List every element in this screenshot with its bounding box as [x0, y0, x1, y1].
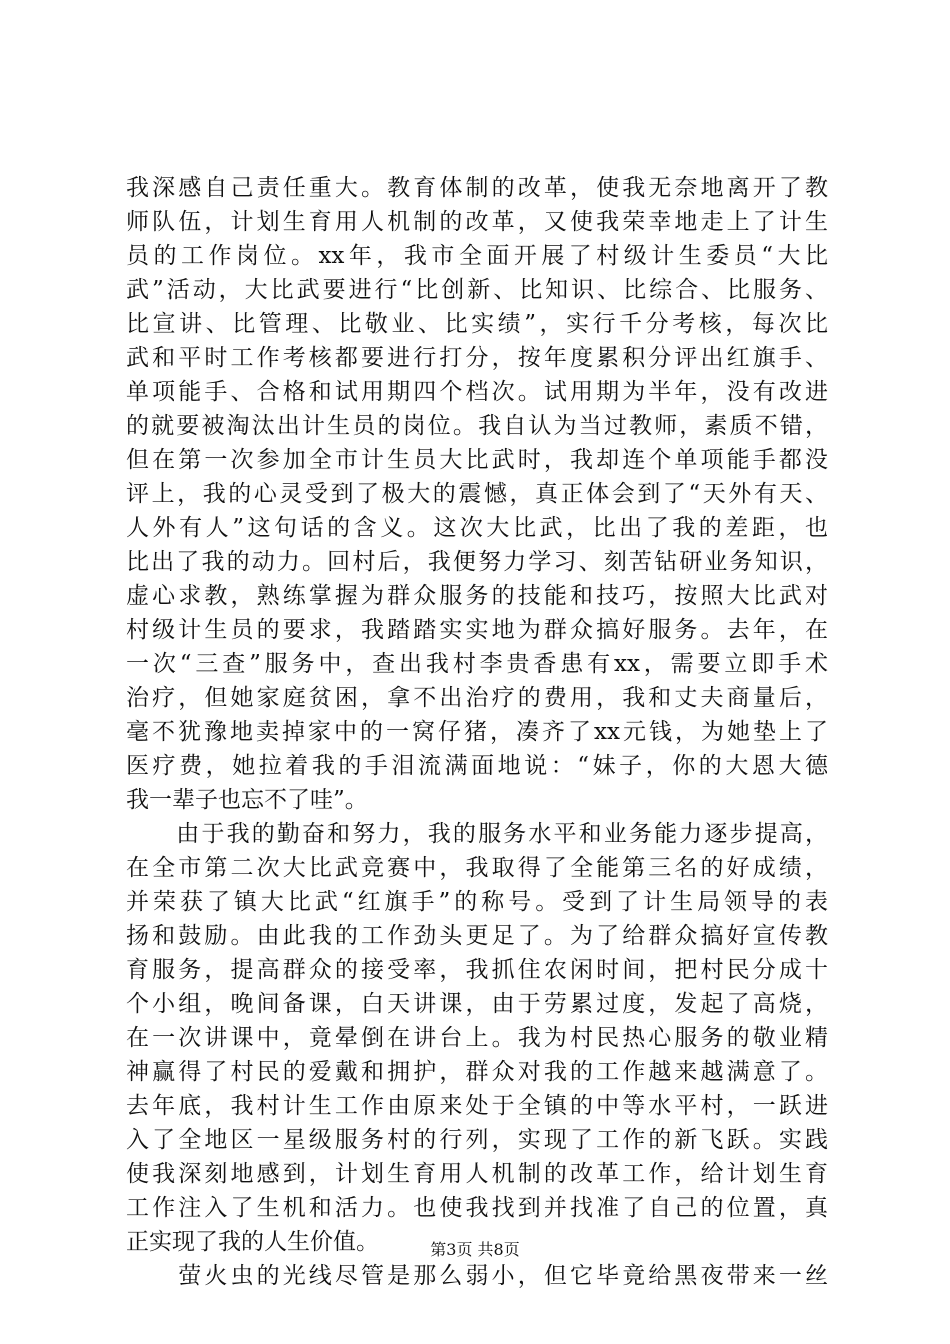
- text-line: 一次“三查”服务中，查出我村李贵香患有xx，需要立即手术: [126, 651, 828, 677]
- text-line: 工作注入了生机和活力。也使我找到并找准了自己的位置，真: [126, 1195, 828, 1221]
- text-line: 村级计生员的要求，我踏踏实实地为群众搞好服务。去年，在: [126, 617, 828, 643]
- text-line: 扬和鼓励。由此我的工作劲头更足了。为了给群众搞好宣传教: [126, 923, 828, 949]
- text-line: 在一次讲课中，竟晕倒在讲台上。我为村民热心服务的敬业精: [126, 1025, 828, 1051]
- text-line: 师队伍，计划生育用人机制的改革，又使我荣幸地走上了计生: [126, 209, 828, 235]
- text-line: 并荣获了镇大比武“红旗手”的称号。受到了计生局领导的表: [126, 889, 828, 915]
- body-text: [126, 171, 828, 1293]
- text-line: 正实现了我的人生价值。: [126, 1229, 379, 1255]
- page-footer: 第3页 共8页: [430, 1240, 520, 1259]
- text-line: 治疗，但她家庭贫困，拿不出治疗的费用，我和丈夫商量后，: [126, 685, 828, 711]
- text-line: 单项能手、合格和试用期四个档次。试用期为半年，没有改进: [126, 379, 828, 405]
- text-line: 个小组，晚间备课，白天讲课，由于劳累过度，发起了高烧，: [126, 991, 828, 1017]
- text-line: 我深感自己责任重大。教育体制的改革，使我无奈地离开了教: [126, 175, 828, 201]
- text-line: 去年底，我村计生工作由原来处于全镇的中等水平村，一跃进: [126, 1093, 828, 1119]
- text-line: 比宣讲、比管理、比敬业、比实绩”，实行千分考核，每次比: [126, 311, 828, 337]
- text-line: 人外有人”这句话的含义。这次大比武，比出了我的差距，也: [126, 515, 828, 541]
- text-line: 武”活动，大比武要进行“比创新、比知识、比综合、比服务、: [126, 277, 828, 303]
- text-line: 比出了我的动力。回村后，我便努力学习、刻苦钻研业务知识，: [126, 549, 828, 575]
- text-line: 使我深刻地感到，计划生育用人机制的改革工作，给计划生育: [126, 1161, 828, 1187]
- text-line: 的就要被淘汰出计生员的岗位。我自认为当过教师，素质不错，: [126, 413, 828, 439]
- text-line: 在全市第二次大比武竞赛中，我取得了全能第三名的好成绩，: [126, 855, 828, 881]
- text-line: 我一辈子也忘不了哇”。: [126, 787, 368, 813]
- text-line: 虚心求教，熟练掌握为群众服务的技能和技巧，按照大比武对: [126, 583, 828, 609]
- text-line: 武和平时工作考核都要进行打分，按年度累积分评出红旗手、: [126, 345, 828, 371]
- text-line: 员的工作岗位。xx年，我市全面开展了村级计生委员“大比: [126, 243, 828, 269]
- text-line: 萤火虫的光线尽管是那么弱小，但它毕竟给黑夜带来一丝: [126, 1263, 828, 1289]
- text-line: 毫不犹豫地卖掉家中的一窝仔猪，凑齐了xx元钱，为她垫上了: [126, 719, 828, 745]
- text-line: 神赢得了村民的爱戴和拥护，群众对我的工作越来越满意了。: [126, 1059, 828, 1085]
- text-line: 但在第一次参加全市计生员大比武时，我却连个单项能手都没: [126, 447, 828, 473]
- text-line: 育服务，提高群众的接受率，我抓住农闲时间，把村民分成十: [126, 957, 828, 983]
- text-line: 评上，我的心灵受到了极大的震憾，真正体会到了“天外有天、: [126, 481, 828, 507]
- text-line: 医疗费，她拉着我的手泪流满面地说：“妹子，你的大恩大德: [126, 753, 828, 779]
- text-line: 由于我的勤奋和努力，我的服务水平和业务能力逐步提高，: [126, 821, 828, 847]
- text-line: 入了全地区一星级服务村的行列，实现了工作的新飞跃。实践: [126, 1127, 828, 1153]
